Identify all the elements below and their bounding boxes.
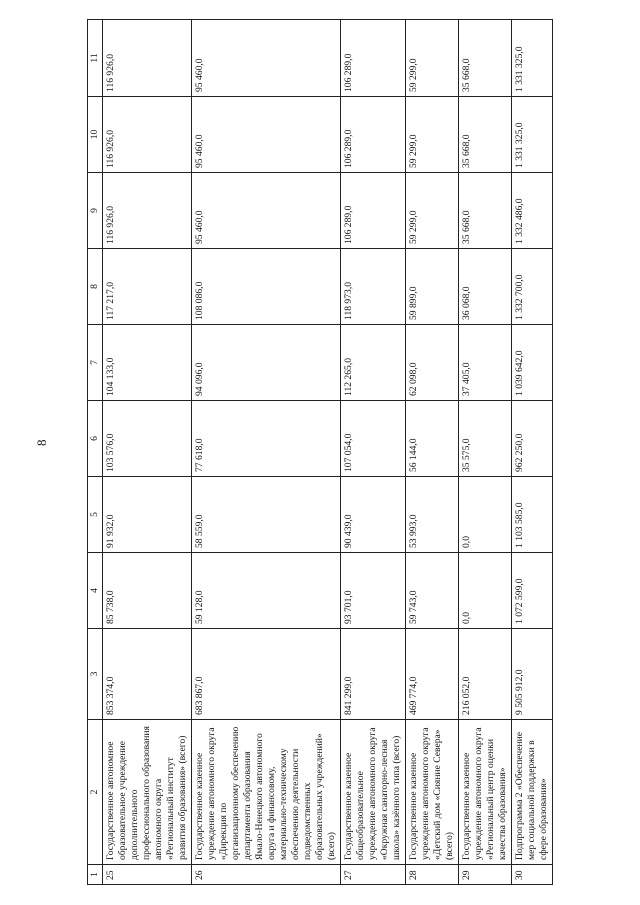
value-cell: 59 299,0 bbox=[406, 20, 459, 97]
value-cell: 35 668,0 bbox=[459, 20, 512, 97]
value-cell: 59 299,0 bbox=[406, 173, 459, 249]
table-row bbox=[406, 20, 459, 885]
value-cell: 59 299,0 bbox=[406, 97, 459, 173]
table-row bbox=[192, 20, 341, 885]
value-cell: 58 559,0 bbox=[192, 477, 341, 553]
value-cell: 118 973,0 bbox=[341, 249, 406, 325]
value-cell: 53 993,0 bbox=[406, 477, 459, 553]
column-header-5: 5 bbox=[88, 477, 103, 553]
column-header-11: 11 bbox=[88, 20, 103, 97]
value-cell: 85 738,0 bbox=[103, 553, 192, 629]
column-header-2: 2 bbox=[88, 720, 103, 865]
table-row bbox=[341, 20, 406, 885]
value-cell: 90 439,0 bbox=[341, 477, 406, 553]
value-cell: 35 668,0 bbox=[459, 173, 512, 249]
table-header-row bbox=[88, 20, 103, 885]
value-cell: 37 405,0 bbox=[459, 325, 512, 401]
column-header-3: 3 bbox=[88, 629, 103, 720]
value-cell: 1 332 486,0 bbox=[512, 173, 553, 249]
value-cell: 1 331 325,0 bbox=[512, 20, 553, 97]
value-cell: 106 289,0 bbox=[341, 173, 406, 249]
rotated-table-container bbox=[87, 20, 597, 885]
value-cell: 35 575,0 bbox=[459, 401, 512, 477]
value-cell: 117 217,0 bbox=[103, 249, 192, 325]
column-header-7: 7 bbox=[88, 325, 103, 401]
value-cell: 106 289,0 bbox=[341, 20, 406, 97]
row-number: 29 bbox=[459, 865, 512, 885]
value-cell: 0,0 bbox=[459, 553, 512, 629]
value-cell: 59 899,0 bbox=[406, 249, 459, 325]
column-header-9: 9 bbox=[88, 173, 103, 249]
value-cell: 36 068,0 bbox=[459, 249, 512, 325]
row-number: 30 bbox=[512, 865, 553, 885]
value-cell: 77 618,0 bbox=[192, 401, 341, 477]
value-cell: 216 052,0 bbox=[459, 629, 512, 720]
row-number: 28 bbox=[406, 865, 459, 885]
value-cell: 62 098,0 bbox=[406, 325, 459, 401]
row-name: Государственное казенное учреждение автономного округа «Детский дом «Сияние Севера» (всего) bbox=[406, 720, 459, 865]
page-number: 8 bbox=[34, 439, 49, 446]
value-cell: 94 096,0 bbox=[192, 325, 341, 401]
value-cell: 1 072 599,0 bbox=[512, 553, 553, 629]
column-header-8: 8 bbox=[88, 249, 103, 325]
value-cell: 1 103 585,0 bbox=[512, 477, 553, 553]
row-name: Государственное казенное общеобразовательное учреждение автономного округа «Окружная санаторно-лесная школа» казённого типа (всего) bbox=[341, 720, 406, 865]
value-cell: 962 250,0 bbox=[512, 401, 553, 477]
value-cell: 1 039 642,0 bbox=[512, 325, 553, 401]
value-cell: 841 299,0 bbox=[341, 629, 406, 720]
table-body bbox=[103, 20, 553, 885]
table-row bbox=[103, 20, 192, 885]
value-cell: 469 774,0 bbox=[406, 629, 459, 720]
table-row bbox=[459, 20, 512, 885]
value-cell: 59 128,0 bbox=[192, 553, 341, 629]
value-cell: 59 743,0 bbox=[406, 553, 459, 629]
row-number: 27 bbox=[341, 865, 406, 885]
row-name: Подпрограмма 2 «Обеспечение мер социальной поддержки в сфере образования» bbox=[512, 720, 553, 865]
value-cell: 116 926,0 bbox=[103, 173, 192, 249]
value-cell: 56 144,0 bbox=[406, 401, 459, 477]
value-cell: 116 926,0 bbox=[103, 97, 192, 173]
value-cell: 0,0 bbox=[459, 477, 512, 553]
column-header-1: 1 bbox=[88, 865, 103, 885]
value-cell: 103 576,0 bbox=[103, 401, 192, 477]
row-number: 25 bbox=[103, 865, 192, 885]
row-name: Государственное казенное учреждение автономного округа «Дирекция по организационному обеспечению департамента образования Ямало-Ненецкого автономного округа и финансовому, материально-техническому обеспечению деятельности подведомственных образовательных учреждений» (всего) bbox=[192, 720, 341, 865]
column-header-4: 4 bbox=[88, 553, 103, 629]
value-cell: 853 374,0 bbox=[103, 629, 192, 720]
budget-table bbox=[87, 19, 553, 885]
column-header-6: 6 bbox=[88, 401, 103, 477]
value-cell: 9 505 912,0 bbox=[512, 629, 553, 720]
value-cell: 112 265,0 bbox=[341, 325, 406, 401]
value-cell: 108 086,0 bbox=[192, 249, 341, 325]
value-cell: 106 289,0 bbox=[341, 97, 406, 173]
value-cell: 91 932,0 bbox=[103, 477, 192, 553]
column-header-10: 10 bbox=[88, 97, 103, 173]
row-number: 26 bbox=[192, 865, 341, 885]
table-row bbox=[512, 20, 553, 885]
row-name: Государственное автономное образовательное учреждение дополнительного профессионального образования автономного округа «Региональный институт развития образования» (всего) bbox=[103, 720, 192, 865]
value-cell: 93 701,0 bbox=[341, 553, 406, 629]
row-name: Государственное казенное учреждение автономного округа «Региональный центр оценки качества образования» bbox=[459, 720, 512, 865]
value-cell: 35 668,0 bbox=[459, 97, 512, 173]
value-cell: 95 460,0 bbox=[192, 97, 341, 173]
value-cell: 1 331 325,0 bbox=[512, 97, 553, 173]
value-cell: 95 460,0 bbox=[192, 20, 341, 97]
value-cell: 116 926,0 bbox=[103, 20, 192, 97]
value-cell: 1 332 700,0 bbox=[512, 249, 553, 325]
value-cell: 683 867,0 bbox=[192, 629, 341, 720]
value-cell: 95 460,0 bbox=[192, 173, 341, 249]
value-cell: 104 133,0 bbox=[103, 325, 192, 401]
value-cell: 107 054,0 bbox=[341, 401, 406, 477]
